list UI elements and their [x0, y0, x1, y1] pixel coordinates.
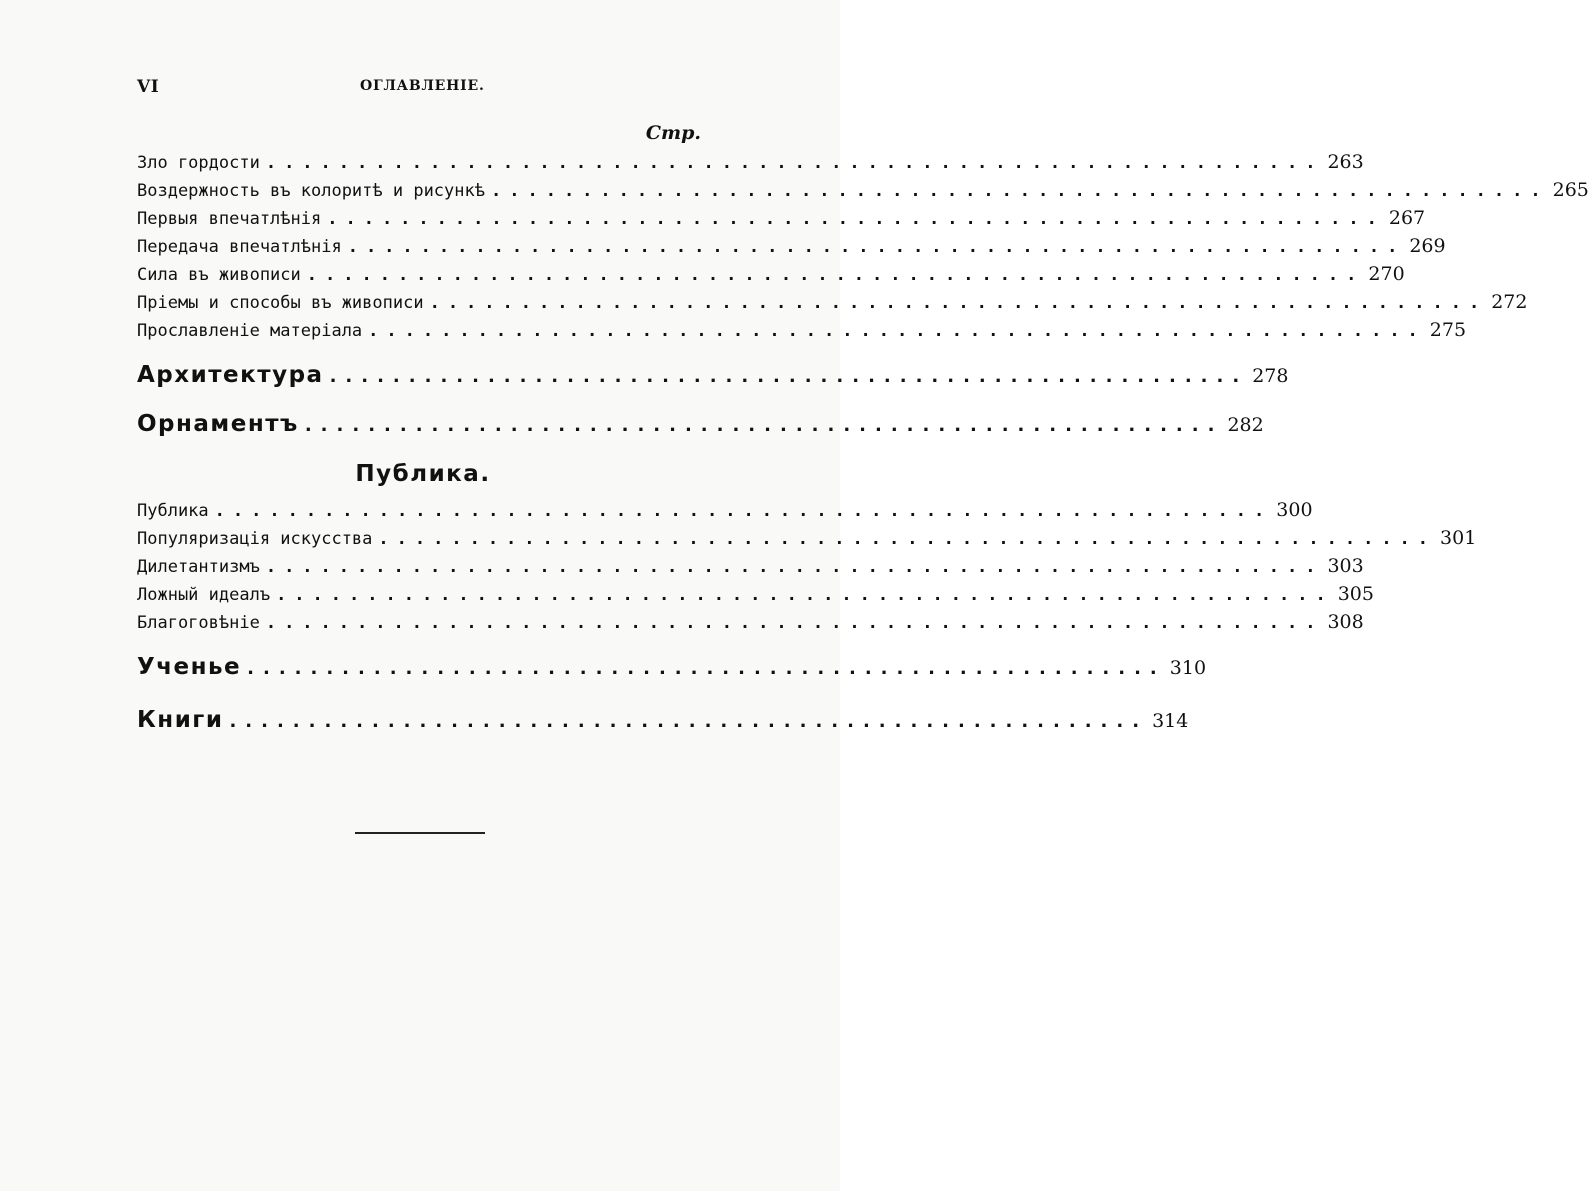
toc-entry-page: 282	[1227, 414, 1264, 436]
dot-leader: ..........................................................	[327, 209, 1385, 229]
dot-leader: ..........................................................	[265, 557, 1324, 577]
toc-entry-title: Публика	[137, 501, 209, 521]
dot-leader: ..........................................................	[329, 366, 1249, 387]
toc-entry-page: 301	[1440, 527, 1477, 549]
toc-entry-title: Ложный идеалъ	[137, 585, 271, 605]
end-rule	[355, 832, 485, 834]
toc-entry[interactable]	[137, 151, 1364, 177]
toc-entry-page: 263	[1327, 151, 1364, 173]
toc-entry-page: 303	[1327, 555, 1364, 577]
toc-entry-title: Орнаментъ	[137, 411, 299, 437]
dot-leader: ..........................................................	[265, 613, 1324, 633]
toc-entry-title: Прославленіе матеріала	[137, 321, 363, 341]
toc-entry[interactable]	[137, 207, 1426, 233]
toc-entry[interactable]	[137, 263, 1405, 289]
toc-entry[interactable]	[137, 583, 1374, 609]
toc-entry-title: Книги	[137, 707, 224, 733]
section-heading: Публика.	[355, 461, 491, 487]
toc-entry-page: 314	[1152, 710, 1189, 732]
dot-leader: ..........................................................	[347, 237, 1406, 257]
toc-entry-title: Благоговѣніе	[137, 613, 260, 633]
toc-entry-page: 308	[1327, 611, 1364, 633]
toc-entry-page: 267	[1388, 207, 1426, 229]
toc-entry-title: Зло гордости	[137, 153, 260, 173]
toc-entry-page: 275	[1429, 319, 1467, 341]
toc-entry-title: Пріемы и способы въ живописи	[137, 293, 424, 313]
dot-leader: ..........................................................	[368, 321, 1426, 341]
dot-leader: ..........................................................	[429, 293, 1488, 313]
dot-leader: ..........................................................	[491, 181, 1549, 201]
toc-entry[interactable]	[137, 235, 1446, 261]
toc-entry-page: 269	[1409, 235, 1446, 257]
running-title: ОГЛАВЛЕНІЕ.	[360, 78, 485, 94]
toc-entry-page: 305	[1337, 583, 1374, 605]
toc-entry-page: 278	[1252, 365, 1289, 387]
toc-entry-title: Сила въ живописи	[137, 265, 301, 285]
toc-major-entry[interactable]	[137, 362, 1289, 394]
toc-entry-page: 310	[1169, 657, 1207, 679]
toc-entry-title: Передача впечатлѣнія	[137, 237, 342, 257]
toc-major-entry[interactable]	[137, 654, 1207, 686]
dot-leader: ..........................................................	[229, 711, 1149, 732]
toc-entry-page: 270	[1368, 263, 1405, 285]
toc-entry-title: Дилетантизмъ	[137, 557, 260, 577]
toc-entry-title: Архитектура	[137, 362, 324, 388]
page-column-label: Стр.	[645, 122, 701, 144]
toc-entry[interactable]	[137, 499, 1313, 525]
dot-leader: ..........................................................	[378, 529, 1437, 549]
toc-entry[interactable]	[137, 319, 1467, 345]
toc-entry-title: Воздержность въ колоритѣ и рисункѣ	[137, 181, 485, 201]
dot-leader: ..........................................................	[276, 585, 1334, 605]
dot-leader: ..........................................................	[306, 265, 1365, 285]
toc-entry-page: 265	[1552, 179, 1589, 201]
page-number-roman: VI	[137, 77, 160, 97]
toc-entry[interactable]	[137, 555, 1364, 581]
dot-leader: ..........................................................	[304, 415, 1224, 436]
toc-entry-title: Первыя впечатлѣнія	[137, 209, 322, 229]
toc-entry-page: 272	[1491, 291, 1528, 313]
toc-entry-title: Популяризація искусства	[137, 529, 373, 549]
toc-entry[interactable]	[137, 291, 1528, 317]
toc-entry[interactable]	[137, 527, 1477, 553]
toc-entry-page: 300	[1276, 499, 1313, 521]
toc-major-entry[interactable]	[137, 707, 1189, 739]
dot-leader: ..........................................................	[265, 153, 1324, 173]
dot-leader: ..........................................................	[214, 501, 1273, 521]
dot-leader: ..........................................................	[247, 658, 1166, 679]
toc-entry[interactable]	[137, 611, 1364, 637]
toc-major-entry[interactable]	[137, 411, 1264, 443]
toc-entry-title: Ученье	[137, 654, 242, 680]
toc-entry[interactable]	[137, 179, 1589, 205]
